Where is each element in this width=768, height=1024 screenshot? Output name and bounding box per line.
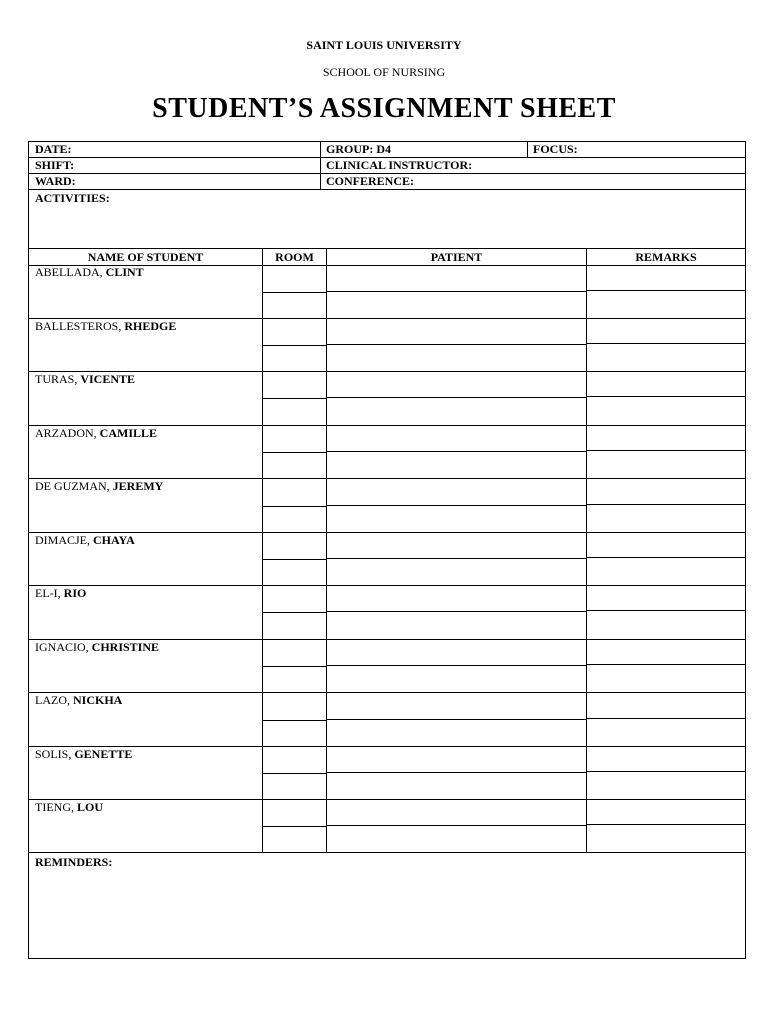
row-line bbox=[263, 345, 326, 346]
column-header-patient: PATIENT bbox=[430, 250, 483, 264]
student-name bbox=[35, 372, 135, 387]
table-row bbox=[29, 800, 745, 853]
table-row bbox=[29, 747, 745, 800]
student-first-name: CAMILLE bbox=[99, 426, 158, 440]
conference-field-label: CONFERENCE: bbox=[326, 174, 415, 188]
info-row-date bbox=[29, 142, 745, 158]
table-row bbox=[29, 319, 745, 372]
student-last-name: IGNACIO, bbox=[35, 640, 92, 654]
assignment-form bbox=[28, 141, 746, 959]
row-line bbox=[587, 450, 745, 451]
instructor-field-label: CLINICAL INSTRUCTOR: bbox=[326, 158, 473, 172]
table-row bbox=[29, 372, 745, 426]
date-field-label: DATE: bbox=[35, 142, 72, 156]
row-line bbox=[263, 666, 326, 667]
row-line bbox=[327, 451, 586, 452]
student-name bbox=[35, 265, 144, 280]
row-line bbox=[327, 772, 586, 773]
row-line bbox=[587, 396, 745, 397]
row-line bbox=[263, 292, 326, 293]
row-line bbox=[587, 610, 745, 611]
student-last-name: EL-I, bbox=[35, 586, 64, 600]
student-last-name: DE GUZMAN, bbox=[35, 479, 113, 493]
row-line bbox=[587, 290, 745, 291]
student-name bbox=[35, 319, 176, 334]
table-row bbox=[29, 640, 745, 693]
student-first-name: NICKHA bbox=[73, 693, 123, 707]
student-first-name: JEREMY bbox=[112, 479, 164, 493]
student-name bbox=[35, 426, 157, 441]
student-last-name: TURAS, bbox=[35, 372, 81, 386]
activities-label: ACTIVITIES: bbox=[35, 191, 110, 205]
student-first-name: CHAYA bbox=[93, 533, 135, 547]
row-line bbox=[327, 291, 586, 292]
table-row bbox=[29, 693, 745, 747]
row-line bbox=[327, 397, 586, 398]
shift-field-label: SHIFT: bbox=[35, 158, 75, 172]
row-line bbox=[263, 452, 326, 453]
student-last-name: SOLIS, bbox=[35, 747, 75, 761]
column-header-remarks: REMARKS bbox=[635, 250, 697, 264]
student-first-name: RIO bbox=[63, 586, 87, 600]
row-line bbox=[587, 504, 745, 505]
row-line bbox=[327, 344, 586, 345]
student-last-name: LAZO, bbox=[35, 693, 73, 707]
row-line bbox=[263, 773, 326, 774]
group-field-label: GROUP: D4 bbox=[326, 142, 391, 156]
row-line bbox=[327, 665, 586, 666]
row-line bbox=[587, 718, 745, 719]
student-name bbox=[35, 693, 122, 708]
student-name bbox=[35, 640, 159, 655]
student-first-name: CHRISTINE bbox=[91, 640, 160, 654]
student-name bbox=[35, 800, 103, 815]
student-first-name: GENETTE bbox=[74, 747, 133, 761]
student-name bbox=[35, 586, 86, 601]
student-first-name: RHEDGE bbox=[124, 319, 177, 333]
activities-section bbox=[29, 190, 745, 249]
student-first-name: CLINT bbox=[105, 265, 144, 279]
info-row-shift bbox=[29, 158, 745, 174]
column-header-room: ROOM bbox=[275, 250, 314, 264]
student-last-name: BALLESTEROS, bbox=[35, 319, 125, 333]
school-name: SCHOOL OF NURSING bbox=[322, 65, 446, 79]
row-line bbox=[327, 825, 586, 826]
row-line bbox=[327, 505, 586, 506]
info-row-ward bbox=[29, 174, 745, 190]
row-line bbox=[587, 343, 745, 344]
table-row bbox=[29, 533, 745, 586]
row-line bbox=[263, 826, 326, 827]
focus-field-label: FOCUS: bbox=[533, 142, 578, 156]
row-line bbox=[263, 720, 326, 721]
student-last-name: TIENG, bbox=[35, 800, 77, 814]
table-row bbox=[29, 586, 745, 640]
student-name bbox=[35, 533, 135, 548]
row-line bbox=[263, 398, 326, 399]
reminders-section bbox=[29, 853, 745, 870]
row-line bbox=[587, 824, 745, 825]
university-name: SAINT LOUIS UNIVERSITY bbox=[306, 38, 462, 52]
row-line bbox=[263, 559, 326, 560]
table-row bbox=[29, 265, 745, 319]
table-row bbox=[29, 426, 745, 479]
row-line bbox=[327, 719, 586, 720]
student-last-name: ABELLADA, bbox=[35, 265, 106, 279]
reminders-label: REMINDERS: bbox=[35, 855, 113, 869]
student-first-name: LOU bbox=[77, 800, 104, 814]
student-first-name: VICENTE bbox=[80, 372, 136, 386]
student-last-name: ARZADON, bbox=[35, 426, 100, 440]
table-row bbox=[29, 479, 745, 533]
row-line bbox=[587, 557, 745, 558]
row-line bbox=[327, 611, 586, 612]
student-name bbox=[35, 747, 132, 762]
student-last-name: DIMACJE, bbox=[35, 533, 94, 547]
ward-field-label: WARD: bbox=[35, 174, 76, 188]
column-header-name: NAME OF STUDENT bbox=[87, 250, 204, 264]
row-line bbox=[263, 612, 326, 613]
row-line bbox=[587, 771, 745, 772]
page-title: STUDENT’S ASSIGNMENT SHEET bbox=[152, 93, 616, 124]
row-line bbox=[263, 506, 326, 507]
row-line bbox=[327, 558, 586, 559]
row-line bbox=[587, 664, 745, 665]
student-name bbox=[35, 479, 163, 494]
